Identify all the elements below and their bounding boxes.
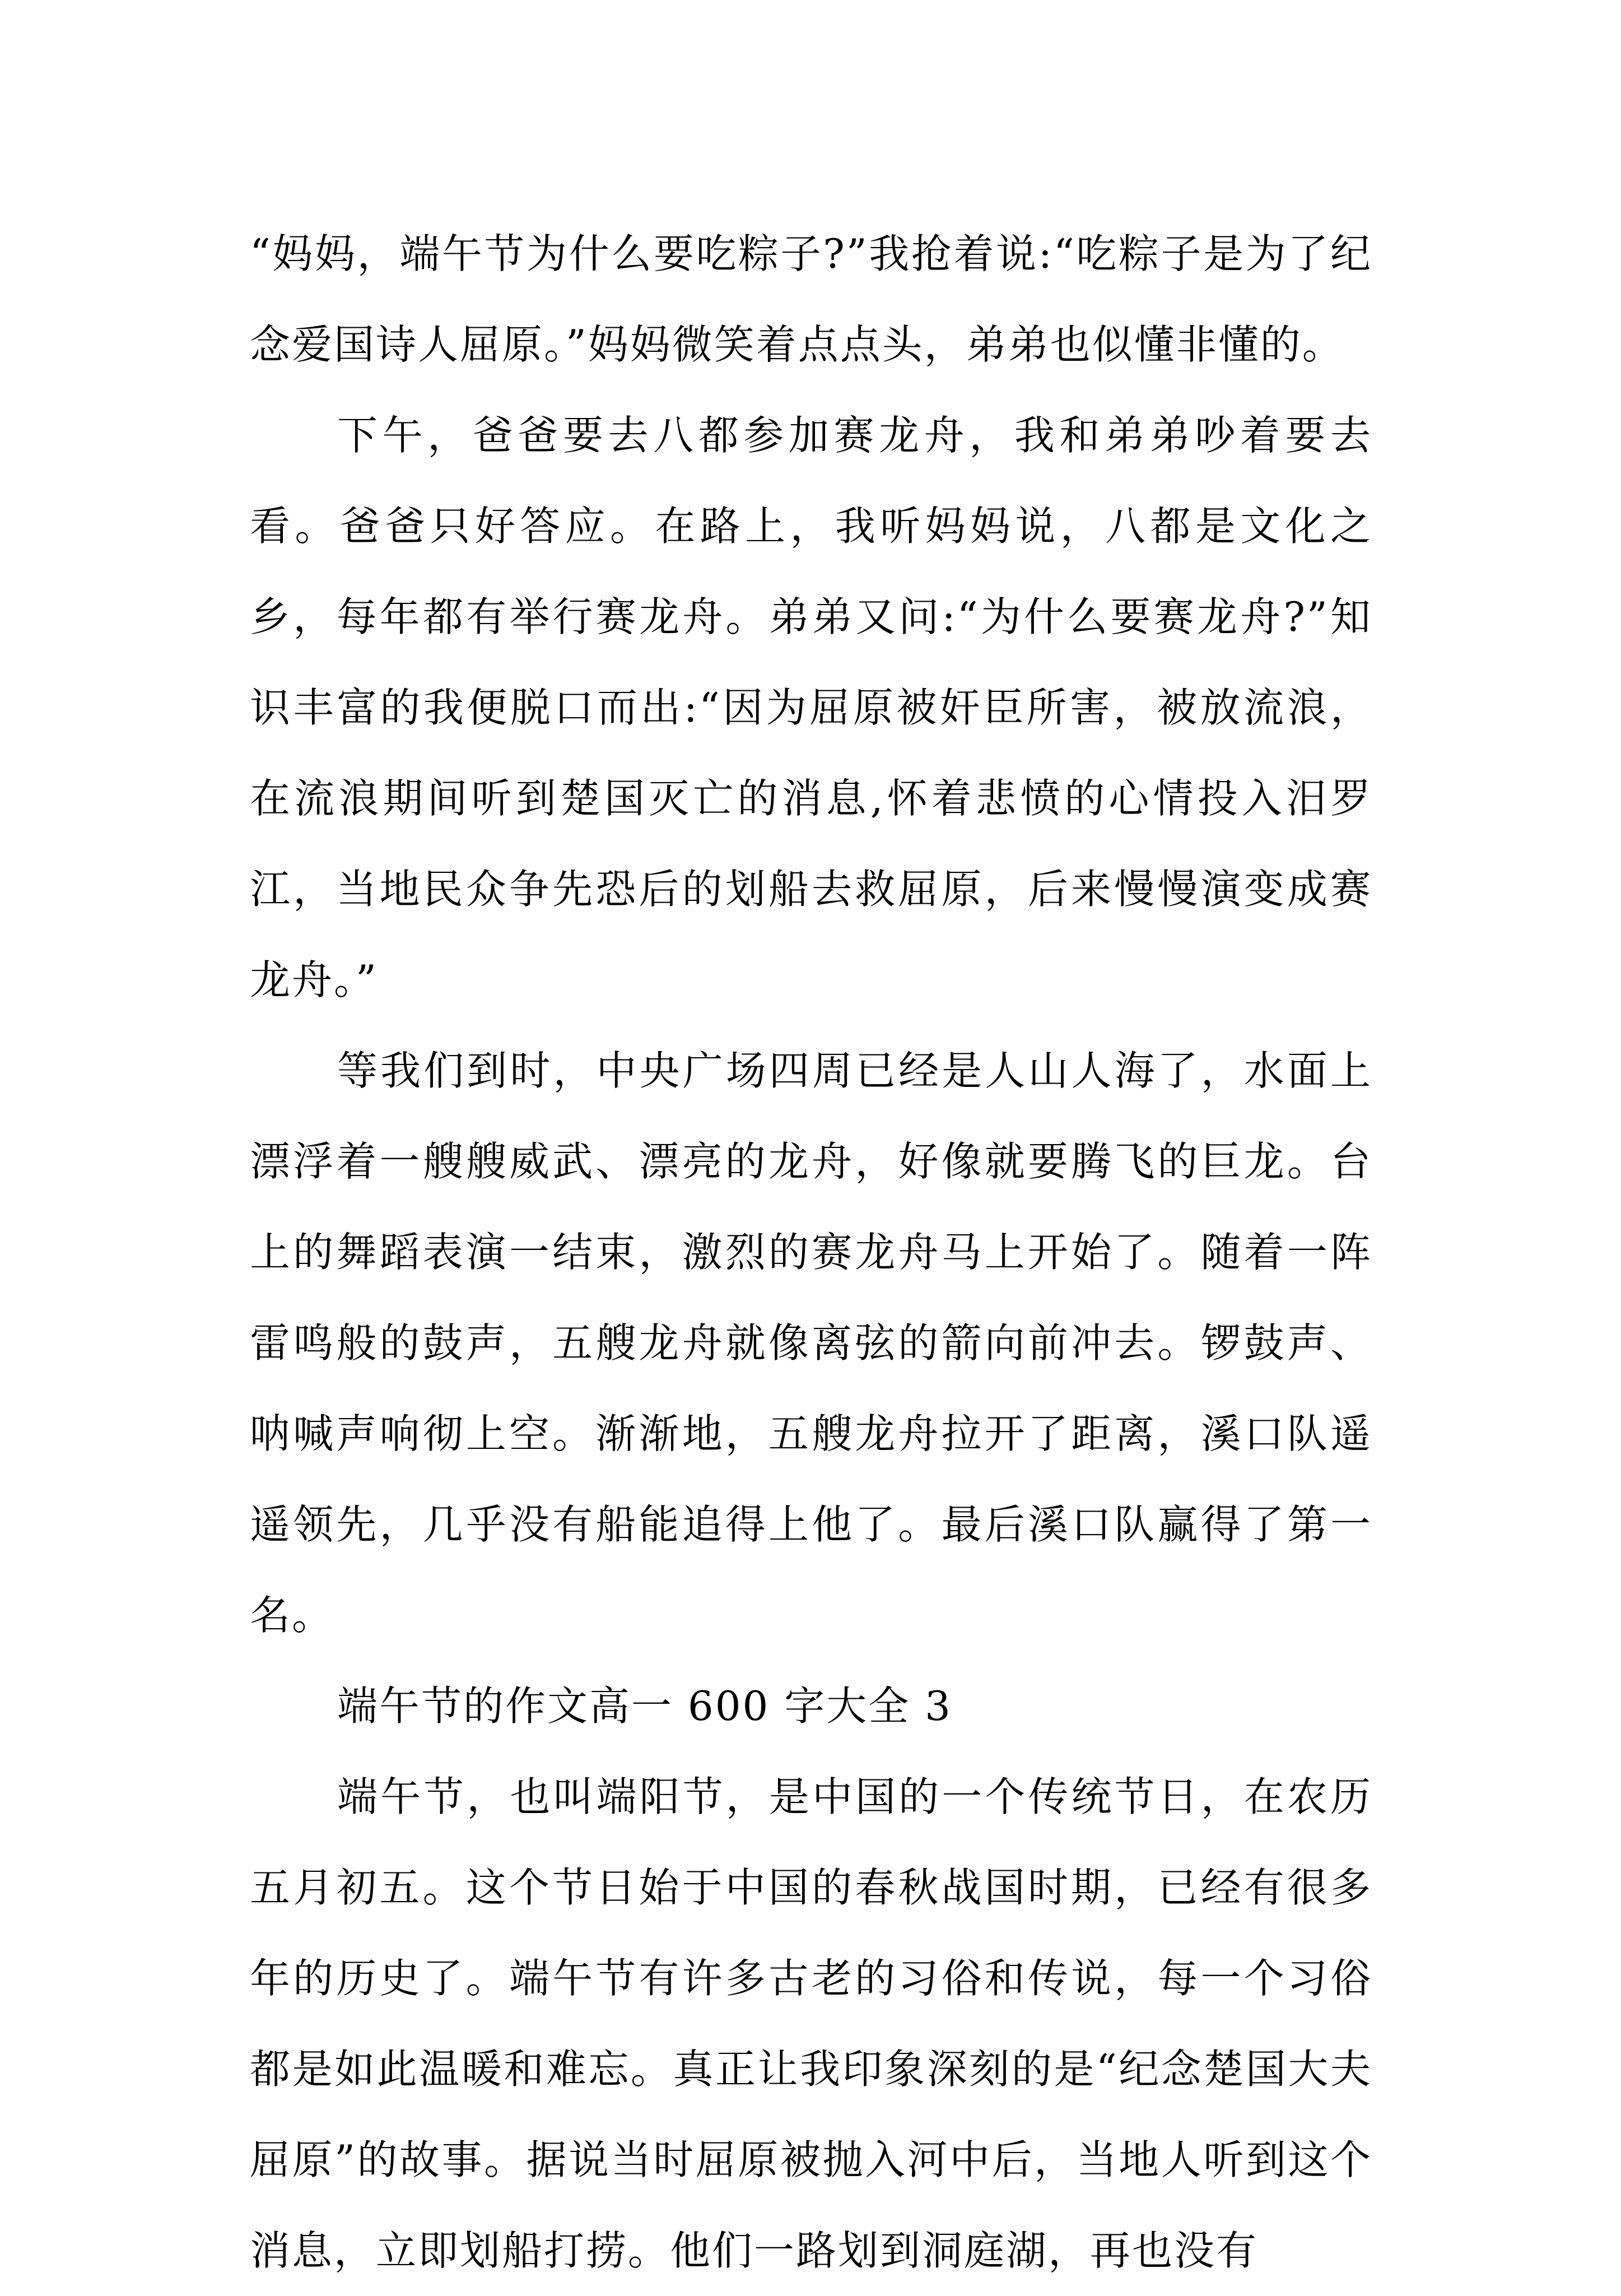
paragraph-afternoon-dragon-boat: 下午，爸爸要去八都参加赛龙舟，我和弟弟吵着要去看。爸爸只好答应。在路上，我听妈妈说，八都是文化之乡，每年都有举行赛龙舟。弟弟又问:“为什么要赛龙舟?”知识丰富的我便脱口而出:“因为屈原被奸臣所害，被放流浪，在流浪期间听到楚国灭亡的消息,怀着悲愤的心情投入汨罗江，当地民众争先恐后的划船去救屈原，后来慢慢演变成赛龙舟。”: [250, 412, 1372, 1003]
essay-body: [250, 208, 1372, 2296]
paragraph-festival-introduction: 端午节，也叫端阳节，是中国的一个传统节日，在农历五月初五。这个节日始于中国的春秋战国时期，已经有很多年的历史了。端午节有许多古老的习俗和传说，每一个习俗都是如此温暖和难忘。真正让我印象深刻的是“纪念楚国大夫屈原”的故事。据说当时屈原被抛入河中后，当地人听到这个消息，立即划船打捞。他们一路划到洞庭湖，再也没有: [250, 1773, 1372, 2274]
essay-heading: 端午节的作文高一 600 字大全 3: [337, 1683, 952, 1730]
paragraph-dialogue-zongzi: “妈妈，端午节为什么要吃粽子?”我抢着说:“吃粽子是为了纪念爱国诗人屈原。”妈妈微笑着点点头，弟弟也似懂非懂的。: [250, 230, 1372, 368]
paragraph-race-description: 等我们到时，中央广场四周已经是人山人海了，水面上漂浮着一艘艘威武、漂亮的龙舟，好像就要腾飞的巨龙。台上的舞蹈表演一结束，激烈的赛龙舟马上开始了。随着一阵雷鸣般的鼓声，五艘龙舟就像离弦的箭向前冲去。锣鼓声、呐喊声响彻上空。渐渐地，五艘龙舟拉开了距离，溪口队遥遥领先，几乎没有船能追得上他了。最后溪口队赢得了第一名。: [250, 1047, 1372, 1639]
